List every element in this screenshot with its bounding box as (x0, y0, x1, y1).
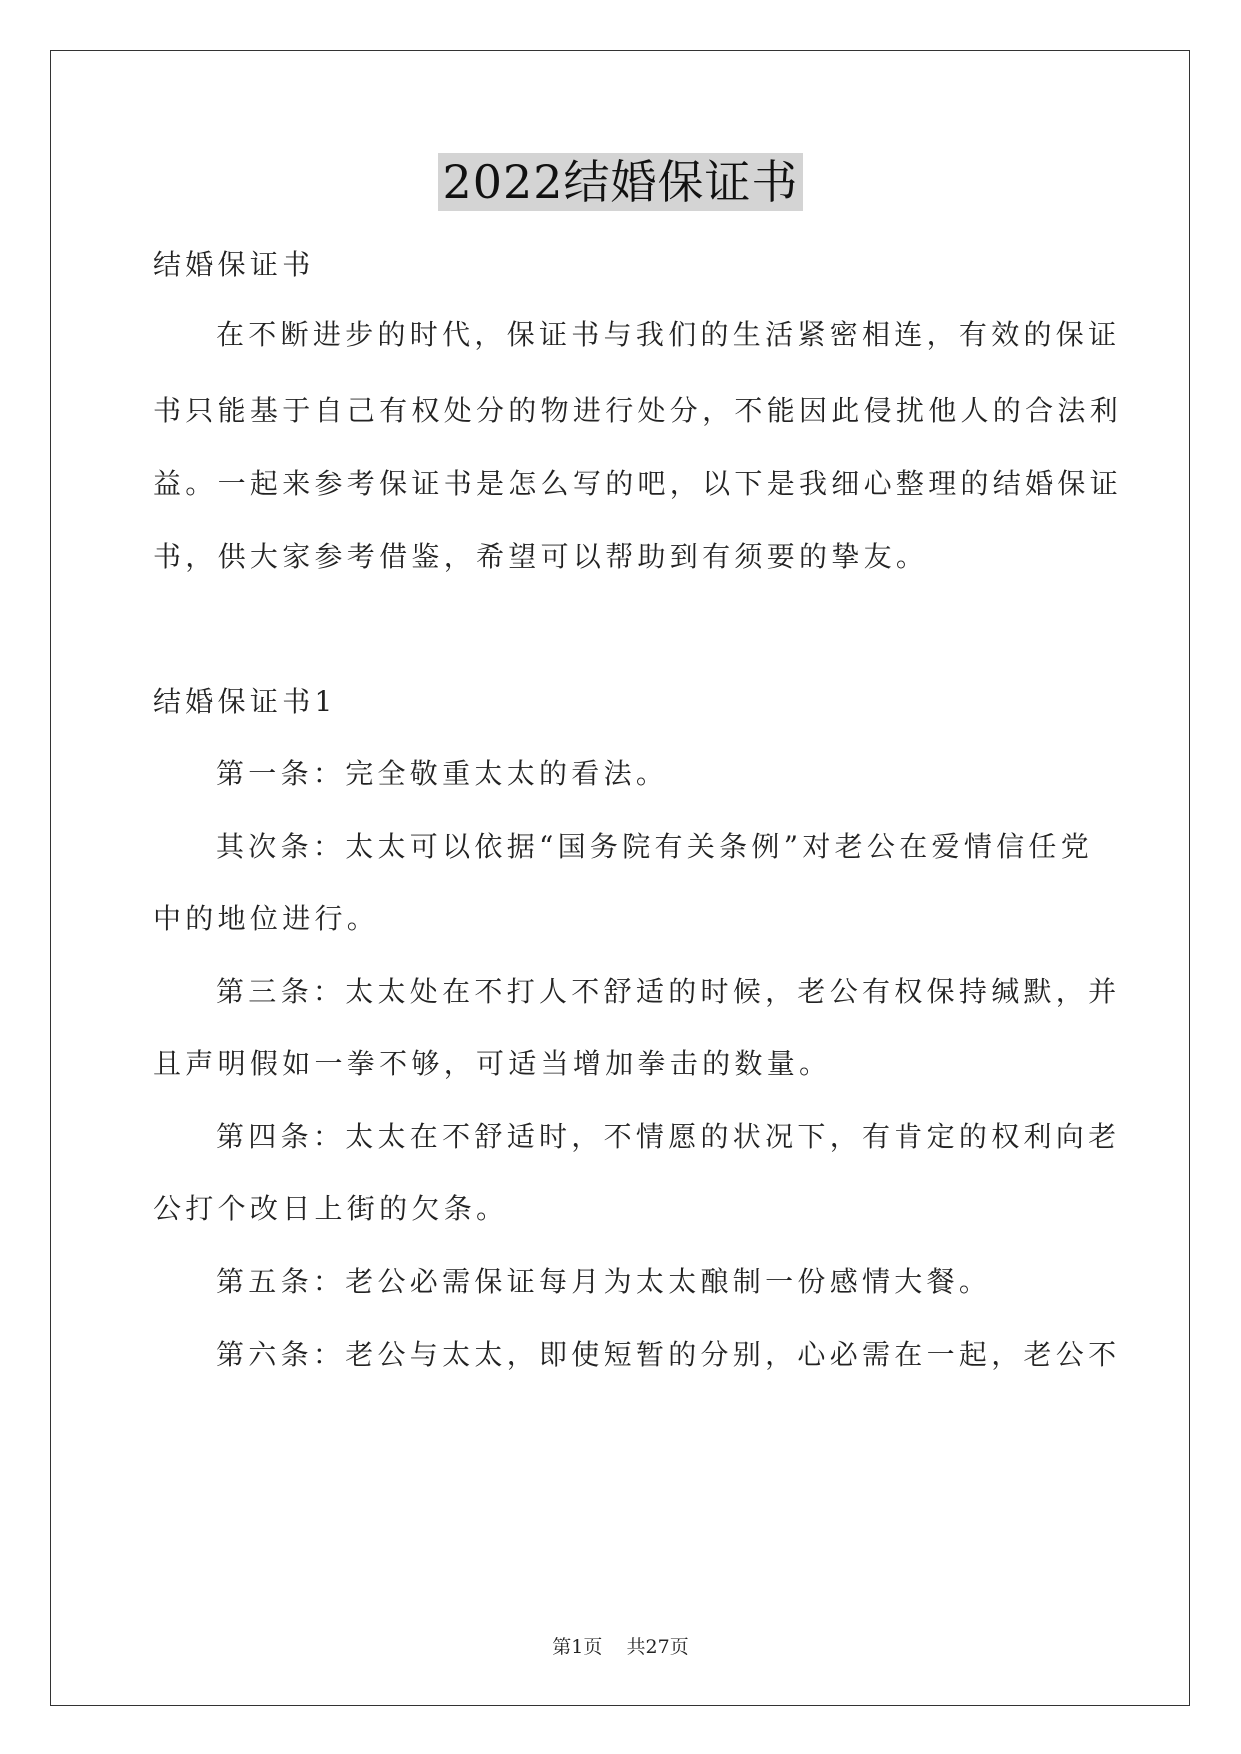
article-line-4: 第三条：太太处在不打人不舒适的时候，老公有权保持缄默，并 (216, 975, 1121, 1008)
intro-line-3: 益。一起来参考保证书是怎么写的吧，以下是我细心整理的结婚保证 (153, 467, 1123, 500)
intro-line-1: 在不断进步的时代，保证书与我们的生活紧密相连，有效的保证 (216, 318, 1121, 351)
page-border (50, 50, 1190, 1706)
article-line-1: 第一条：完全敬重太太的看法。 (216, 757, 669, 790)
article-line-3: 中的地位进行。 (153, 902, 380, 935)
article-line-6: 第四条：太太在不舒适时，不情愿的状况下，有肯定的权利向老 (216, 1120, 1121, 1153)
title-container (0, 153, 1241, 211)
document-heading: 结婚保证书 (153, 248, 315, 281)
section-heading: 结婚保证书1 (153, 685, 337, 718)
article-line-5: 且声明假如一拳不够，可适当增加拳击的数量。 (153, 1047, 832, 1080)
article-line-9: 第六条：老公与太太，即使短暂的分别，心必需在一起，老公不 (216, 1338, 1121, 1371)
article-line-8: 第五条：老公必需保证每月为太太酿制一份感情大餐。 (216, 1265, 992, 1298)
intro-line-4: 书，供大家参考借鉴，希望可以帮助到有须要的挚友。 (153, 540, 929, 573)
page-number-label: 第1页 共27页 (552, 1636, 689, 1658)
article-line-7: 公打个改日上街的欠条。 (153, 1192, 509, 1225)
document-title: 2022结婚保证书 (438, 153, 802, 211)
intro-line-2: 书只能基于自己有权处分的物进行处分，不能因此侵扰他人的合法利 (153, 394, 1123, 427)
page-footer (0, 1632, 1241, 1659)
article-line-2: 其次条：太太可以依据“国务院有关条例”对老公在爱情信任党 (216, 830, 1094, 863)
